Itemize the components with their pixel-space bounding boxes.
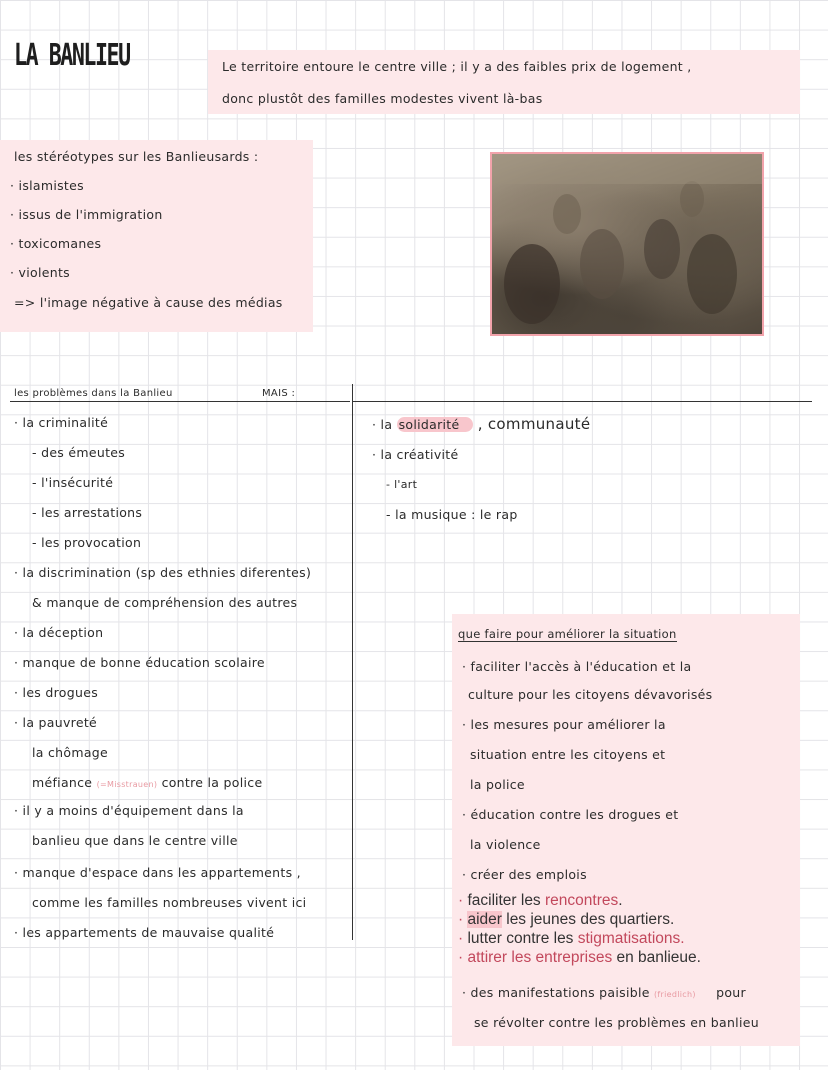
riot-photo — [490, 152, 764, 336]
problem-line: · la criminalité — [14, 415, 109, 430]
ameliorer-line: · créer des emplois — [462, 867, 587, 882]
problem-line: · la déception — [14, 625, 104, 640]
mais-line: - la musique : le rap — [386, 507, 518, 522]
mais-header-rule — [352, 401, 812, 402]
problem-line: - l'insécurité — [32, 475, 114, 490]
ameliorer-line: · éducation contre les drogues et — [462, 807, 679, 822]
stereotype-item: · islamistes — [10, 178, 84, 193]
mefiance-line — [32, 768, 262, 800]
ameliorer-line: culture pour les citoyens dévavorisés — [468, 687, 713, 702]
stereotype-item: · violents — [10, 265, 70, 280]
ameliorer-line: la police — [470, 777, 525, 792]
column-divider — [352, 384, 353, 940]
definition-line-2: donc plustôt des familles modestes vivent là-bas — [222, 91, 543, 106]
ameliorer-heading — [458, 622, 677, 646]
problem-line: la chômage — [32, 745, 109, 760]
problem-line: · la pauvreté — [14, 715, 98, 730]
communaute-text: , communauté — [477, 415, 591, 433]
mais-label: MAIS : — [262, 388, 296, 399]
problem-line: banlieu que dans le centre ville — [32, 833, 238, 848]
ameliorer-line: · les mesures pour améliorer la — [462, 717, 666, 732]
problem-line: · les appartements de mauvaise qualité — [14, 925, 275, 940]
stereotypes-heading: les stéréotypes sur les Banlieusards : — [14, 149, 259, 164]
problem-line: · les drogues — [14, 685, 99, 700]
page-title: LA BANLIEU — [14, 38, 130, 73]
problem-line: - les arrestations — [32, 505, 143, 520]
mefiance-gloss: (=Misstrauen) — [96, 780, 158, 789]
riot-photo-figures — [492, 154, 762, 334]
ameliorer-line: · faciliter l'accès à l'éducation et la — [462, 659, 692, 674]
problem-line: · il y a moins d'équipement dans la — [14, 803, 244, 818]
stereotype-item: · issus de l'immigration — [10, 207, 163, 222]
ameliorer-line: situation entre les citoyens et — [470, 747, 666, 762]
typed-item: · faciliter les rencontres. — [458, 892, 623, 909]
ameliorer-heading-text: que faire pour améliorer la situation — [458, 627, 677, 641]
mais-line: · la créativité — [372, 447, 459, 462]
problems-header-rule — [10, 401, 350, 402]
manif-line-1: · des manifestations paisible (friedlich) pour — [462, 985, 746, 1000]
problems-heading: les problèmes dans la Banlieu — [14, 388, 173, 399]
mais-line: - l'art — [386, 478, 418, 491]
problem-line: & manque de compréhension des autres — [32, 595, 298, 610]
ameliorer-line: la violence — [470, 837, 541, 852]
solidarite-highlight: solidarité — [397, 417, 474, 432]
typed-item: · aider les jeunes des quartiers. — [458, 911, 675, 928]
problem-line: comme les familles nombreuses vivent ici — [32, 895, 307, 910]
typed-item: · lutter contre les stigmatisations. — [458, 930, 685, 947]
solidarite-line — [372, 410, 590, 440]
typed-item: · attirer les entreprises en banlieue. — [458, 949, 701, 966]
mefiance-rest: contre la police — [161, 775, 263, 790]
definition-line-1: Le territoire entoure le centre ville ; il y a des faibles prix de logement , — [222, 59, 692, 74]
problem-line: - les provocation — [32, 535, 142, 550]
problem-line: · manque de bonne éducation scolaire — [14, 655, 265, 670]
stereotypes-conclusion: => l'image négative à cause des médias — [14, 295, 283, 310]
problem-line: · manque d'espace dans les appartements , — [14, 865, 301, 880]
problem-line: · la discrimination (sp des ethnies diferentes) — [14, 565, 312, 580]
manif-line-2: se révolter contre les problèmes en banlieu — [474, 1015, 759, 1030]
problem-line: - des émeutes — [32, 445, 126, 460]
stereotype-item: · toxicomanes — [10, 236, 102, 251]
manif-gloss: (friedlich) — [654, 990, 696, 999]
mefiance-word: méfiance — [32, 775, 93, 790]
solidarite-prefix: · la — [372, 417, 393, 432]
